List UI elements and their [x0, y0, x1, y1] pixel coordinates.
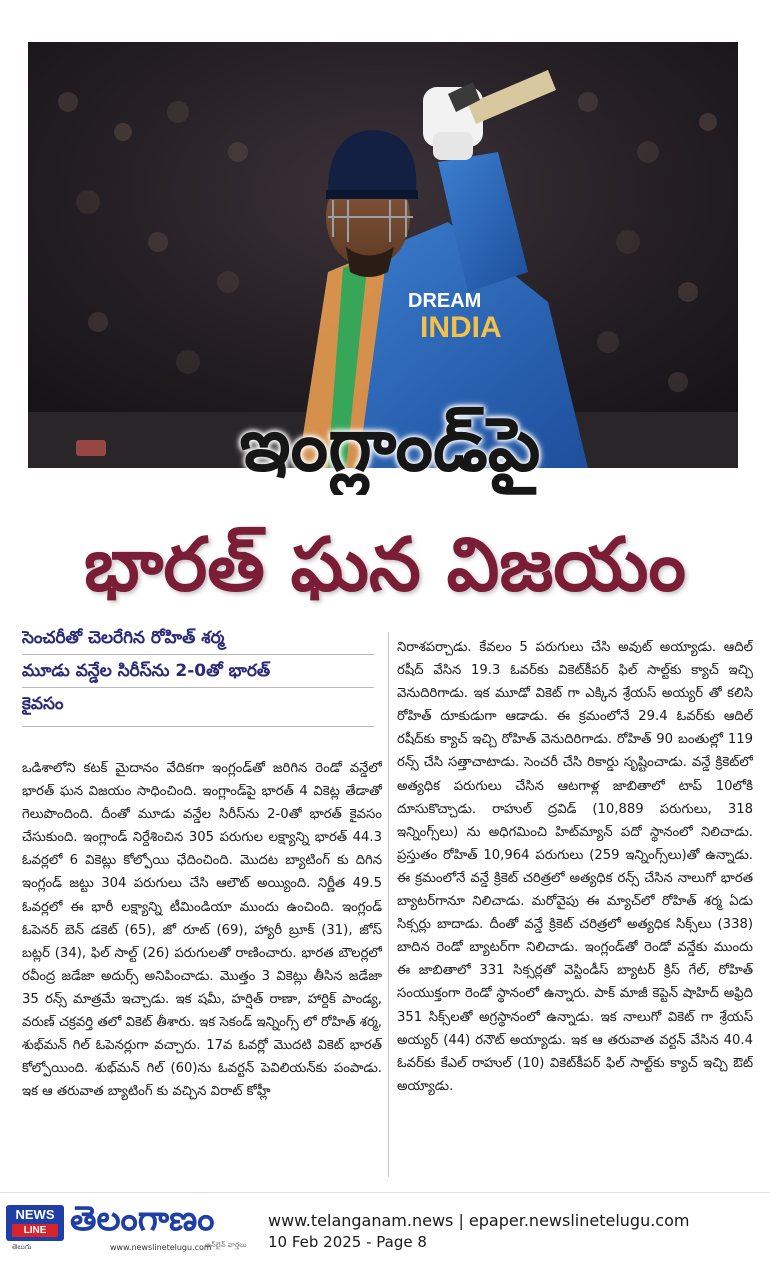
- page-footer: [0, 1192, 770, 1264]
- footer-date-page: 10 Feb 2025 - Page 8: [268, 1233, 427, 1251]
- jersey-country-text: INDIA: [420, 311, 502, 344]
- column-divider: [388, 632, 389, 1177]
- logo-line-text: LINE: [12, 1224, 58, 1237]
- subhead-2: మూడు వన్డేల సిరీస్‌ను 2-0తో భారత్: [22, 655, 374, 688]
- logo-tagline: ఆన్‌లైన్ వార్తలు: [205, 1241, 247, 1249]
- subhead-3: కైవసం: [22, 694, 64, 714]
- logo-url: www.newslinetelugu.com: [110, 1243, 212, 1252]
- article-text-right: నిరాశపర్చాడు. కేవలం 5 పరుగులు చేసి అవుట్ అయ్యాడు. ఆదిల్ రషీద్ వేసిన 19.3 ఓవర్‌కు వికెట్‌కీపర్ ఫిల్ సాల్ట్‌కు క్యాచ్ ఇచ్చి వెనుదిరిగాడు. ఇక మూడో వికెట్ గా ఎక్కిన శ్రేయస్ అయ్యర్ తో కలిసి రోహిత్ దూకుడుగా ఆడాడు. ఈ క్రమంలోనే 29.4 ఓవర్‌కు ఆదిల్ రషీద్‌కు క్యాచ్ ఇచ్చి రోహిత్ వెనుదిరిగాడు. రోహిత్ 90 బంతుల్లో 119 రన్స్ చేసి సత్తాచాటాడు. సెంచరీ చేసి రికార్డు సృష్టించాడు. వన్డే క్రికెట్‌లో అత్యధిక పరుగులు చేసిన ఆటగాళ్ల జాబితాలో టాప్ 10లోకి దూసుకొచ్చాడు. రాహుల్ ద్రవిడ్ (10,889 పరుగులు, 318 ఇన్నింగ్స్‌లు) ను అధిగమించి హిట్‌మ్యాన్ పదో స్థానంలో నిలిచాడు. ప్రస్తుతం రోహిత్ 10,964 పరుగులు (259 ఇన్నింగ్స్‌లు)తో ఉన్నాడు. ఈ క్రమంలోనే వన్డే క్రికెట్ చరిత్రలో అత్యధిక రన్స్ చేసిన నాలుగో భారత బ్యాటర్‌గానూ నిలిచాడు. మరోవైపు ఈ మ్యాచ్‌లో రోహిత్ శర్మ ఏడు సిక్సర్లు బాదాడు. దీంతో వన్డే క్రికెట్ చరిత్రలో అత్యధిక సిక్స్‌లు (338) బాదిన రెండో బ్యాటర్‌గా నిలిచాడు. ఇంగ్లండ్‌తో రెండో వన్డేకు ముందు ఈ జాబితాలో 331 సిక్సర్లతో వెస్టిండీస్ బ్యాటర్ క్రిస్ గేల్, రోహిత్ సంయుక్తంగా రెండో స్థానంలో ఉన్నారు. పాక్ మాజీ కెప్టెన్ షాహిద్ అఫ్రిది 351 సిక్స్‌లతో అగ్రస్థానంలో ఉన్నాడు. ఇక నాలుగో వికెట్ గా శ్రేయస్ అయ్యర్ (44) రనౌట్ అయ్యాడు. ఇక ఆ తరువాత వర్టన్ వేసిన 40.4 ఓవర్‌కు కేఎల్ రాహుల్ (10) వికెట్‌కీపర్ ఫిల్ సాల్ట్‌కు క్యాచ్ ఇచ్చి ఔట్ అయ్యాడు.: [397, 640, 753, 1094]
- article-column-right: [397, 636, 753, 1176]
- article-text-left: ఒడిశాలోని కటక్ మైదానం వేదికగా ఇంగ్లండ్‌తో జరిగిన రెండో వన్డేలో భారత్ ఘన విజయం సాధించింది. ఇంగ్లాండ్‌పై భారత్ 4 వికెట్ల తేడాతో గెలుపొందింది. దీంతో మూడు వన్డేల సిరీస్‌ను 2-0తో భారత్ కైవసం చేసుకుంది. ఇంగ్లాండ్ నిర్దేశించిన 305 పరుగుల లక్ష్యాన్ని భారత్ 44.3 ఓవర్లలో 6 వికెట్లు కోల్పోయి ఛేదించింది. మొదట బ్యాటింగ్ కు దిగిన ఇంగ్లండ్ జట్టు 304 పరుగులు చేసి ఆలౌట్ అయ్యింది. నిర్ణీత 49.5 ఓవర్లలో ఈ భారీ లక్ష్యాన్ని టీమిండియా ముందు ఉంచింది. ఇంగ్లండ్ ఓపెనర్ బెన్ డకెట్ (65), జో రూట్ (69), హ్యారీ బ్రూక్ (31), జోస్ బట్లర్ (34), ఫిల్ సాల్ట్ (26) పరుగులతో రాణించారు. భారత బౌలర్లలో రవీంద్ర జడేజా అదుర్స్ అనిపించాడు. మొత్తం 3 వికెట్లు తీసిన జడేజా 35 రన్స్ మాత్రమే ఇచ్చాడు. ఇక షమీ, హర్షిత్ రాణా, హార్దిక్ పాండ్య, వరుణ్ చక్రవర్తి తలో వికెట్ తీశారు. ఇక సెకండ్ ఇన్నింగ్స్ లో రోహిత్ శర్మ, శుభ్‌మన్ గిల్ ఓపెనర్లుగా వచ్చారు. 17వ ఓవర్లో మొదటి వికెట్ భారత్ కోల్పోయింది. శుభ్‌మన్ గిల్ (60)ను ఓవర్టన్ పెవిలియన్‌కు పంపాడు. ఇక ఆ తరువాత బ్యాటింగ్ కు వచ్చిన విరాట్ కోహ్లీ: [22, 761, 382, 1100]
- telanganam-logo: తెలంగాణం: [70, 1199, 215, 1239]
- headline-line-1: ఇంగ్లాండ్‌పై: [239, 402, 541, 488]
- article-column-left: [22, 757, 382, 1177]
- footer-website-links[interactable]: www.telanganam.news | epaper.newslinetelugu.com: [268, 1211, 690, 1230]
- headline-line-2: భారత్ ఘన విజయం: [84, 522, 686, 608]
- logo-telugu-sub: తెలుగు: [12, 1243, 32, 1251]
- subhead-1: సెంచరీతో చెలరేగిన రోహిత్ శర్మ: [22, 622, 374, 655]
- subheadings: [22, 622, 374, 727]
- logo-news-text: NEWS: [15, 1207, 55, 1222]
- newsline-logo: [6, 1205, 64, 1241]
- jersey-sponsor-text: DREAM: [408, 290, 482, 312]
